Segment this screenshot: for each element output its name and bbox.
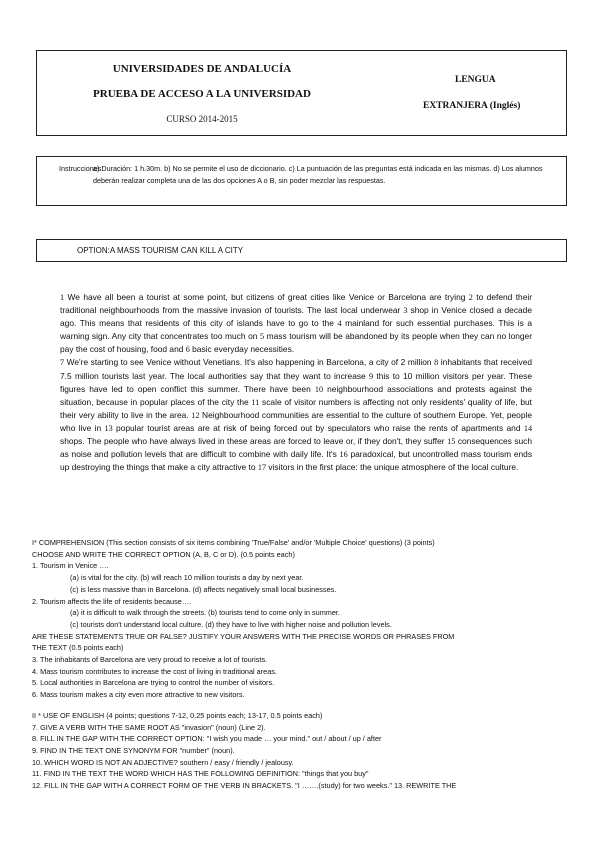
instructions-label: Instrucciones: <box>59 164 104 173</box>
section-2-title: II * USE OF ENGLISH (4 points; questions 7-12, 0.25 points each; 13-17, 0.5 points each) <box>32 710 323 720</box>
passage-paragraph <box>60 291 532 356</box>
question-1-options-ab: (a) is vital for the city. (b) will reach 10 million tourists a day by next year. <box>70 573 304 583</box>
question-2-options-cd: (c) tourists don't understand local culture. (d) they have to live with higher noise and pollution levels. <box>70 619 392 629</box>
passage-text: visitors in the first place: the unique atmosphere of the local culture. <box>268 462 519 473</box>
passage-text: to defend their traditional neighbourhoods from the massive invasion of tourists. The last local underwear <box>60 292 533 316</box>
passage-text: shops. The people who have always lived in these areas are forced to leave or, if they don't, they suffer <box>60 436 445 447</box>
reading-passage <box>60 291 532 474</box>
line-number: 17 <box>257 463 267 473</box>
passage-text: Neighbourhood communities are essential to the culture of southern Europe. Yet, people who live in <box>60 409 533 433</box>
question-1-options-cd: (c) is less massive than in Barcelona. (d) affects negatively small local businesses. <box>70 584 337 594</box>
passage-text: this to 10 million visitors per year. These figures have led to open conflict this summer. There have been <box>60 370 532 394</box>
question-7: 7. GIVE A VERB WITH THE SAME ROOT AS "invasion" (noun) (Line 2). <box>32 722 266 732</box>
section-gap <box>32 701 572 710</box>
question-8: 8. FILL IN THE GAP WITH THE CORRECT OPTION: "I wish you made … your mind." out / about / up / after <box>32 734 382 744</box>
passage-text: We have all been a tourist at some point, but citizens of great cities like Venice or Barcelona are trying <box>67 292 466 302</box>
passage-text: paradoxical, but uncontrolled mass tourism ends up destroying the things that make a city attractive to <box>60 449 533 473</box>
instructions-box <box>36 156 567 206</box>
line-number: 11 <box>251 397 260 407</box>
passage-text: scale of visitor numbers is affecting not only residents' quality of life, but their very ability to live in the area. <box>60 396 532 420</box>
question-3: 3. The inhabitants of Barcelona are very proud to receive a lot of tourists. <box>32 655 268 665</box>
passage-paragraph <box>60 356 532 474</box>
line-number: 1 <box>60 293 65 302</box>
university-name: UNIVERSIDADES DE ANDALUCÍA <box>112 63 292 75</box>
line-number: 8 <box>434 358 439 368</box>
line-number: 6 <box>185 345 190 355</box>
question-2-options-ab: (a) it is difficult to walk through the streets. (b) tourists tend to come only in summer. <box>70 608 340 618</box>
question-6: 6. Mass tourism makes a city even more attractive to new visitors. <box>32 690 245 700</box>
passage-text: shop in Venice closed a decade ago. This means that residents of this city of islands have to go to the <box>60 305 533 329</box>
line-number: 4 <box>337 319 342 329</box>
passage-text: mainland for such essential purchases. This is a warning sign. Any city that concentrates too much on <box>60 318 532 342</box>
option-title: OPTION:A MASS TOURISM CAN KILL A CITY <box>77 246 244 255</box>
true-false-title: ARE THESE STATEMENTS TRUE OR FALSE? JUSTIFY YOUR ANSWERS WITH THE PRECISE WORDS OR PHRASES FROM <box>32 631 455 641</box>
line-number: 15 <box>447 437 456 447</box>
line-number: 7 <box>60 358 65 368</box>
exam-name: PRUEBA DE ACCESO A LA UNIVERSIDAD <box>93 88 311 100</box>
passage-text: consequences such as noise and pollution levels that are difficult to combine with daily life. It's <box>60 436 533 460</box>
true-false-title-cont: THE TEXT (0.5 points each) <box>32 643 124 653</box>
passage-text: basic everyday necessities. <box>192 344 295 355</box>
option-title-box <box>36 239 567 262</box>
passage-text: We're starting to see Venice without Venetians. It's also happening in Barcelona, a city of 2 million <box>66 357 432 368</box>
question-4: 4. Mass tourism contributes to increase the cost of living in traditional areas. <box>32 666 277 676</box>
passage-text: neighbourhood associations and protests against the situation, because in popular places of the city the <box>60 383 532 407</box>
subject-line-1: LENGUA <box>455 75 496 85</box>
passage-text: inhabitants that received 7.5 million tourists last year. The local authorities say that they want to increase <box>60 357 533 381</box>
question-10: 10. WHICH WORD IS NOT AN ADJECTIVE? southern / easy / friendly / jealousy. <box>32 757 294 767</box>
passage-text: popular tourist areas are at risk of being forced out by speculators who raise the rents of apartments and <box>116 422 521 433</box>
exam-header <box>36 50 567 136</box>
line-number: 2 <box>468 293 473 302</box>
passage-text: mass tourism will be abandoned by its people when they can no longer pay the cost of housing, food and <box>60 331 533 355</box>
subject-line-2: EXTRANJERA (Inglés) <box>423 101 521 111</box>
section-1-title: I* COMPREHENSION (This section consists of six items combining 'True/False' and/or 'Multiple Choice' questions) (3 points) <box>32 538 435 547</box>
question-9: 9. FIND IN THE TEXT ONE SYNONYM FOR "number" (noun). <box>32 745 235 755</box>
line-number: 10 <box>314 384 324 394</box>
line-number: 14 <box>523 423 533 433</box>
question-1: 1. Tourism in Venice …. <box>32 561 109 571</box>
line-number: 12 <box>191 410 200 420</box>
instructions-text: a) Duración: 1 h.30m. b) No se permite el uso de diccionario. c) La puntuación de las preguntas está indicada en las mismas. d) Los alumnos deberán realizar completa una de las dos opciones A o B, sin poder mezclar las respuestas. <box>93 164 543 185</box>
section-1-subtitle: CHOOSE AND WRITE THE CORRECT OPTION (A, B, C or D). (0.5 points each) <box>32 549 295 559</box>
question-12: 12. FILL IN THE GAP WITH A CORRECT FORM OF THE VERB IN BRACKETS. "I …….(study) for two weeks." 13. REWRITE THE <box>32 781 457 791</box>
question-2: 2. Tourism affects the life of residents because…. <box>32 596 192 606</box>
line-number: 16 <box>339 450 348 460</box>
question-11: 11. FIND IN THE TEXT THE WORD WHICH HAS THE FOLLOWING DEFINITION: "things that you buy" <box>32 769 369 779</box>
questions-section <box>32 537 572 792</box>
line-number: 9 <box>369 371 374 381</box>
line-number: 13 <box>104 423 113 433</box>
line-number: 3 <box>403 306 408 316</box>
course-year: CURSO 2014-2015 <box>166 114 238 124</box>
question-5: 5. Local authorities in Barcelona are trying to control the number of visitors. <box>32 678 275 688</box>
line-number: 5 <box>259 332 265 342</box>
